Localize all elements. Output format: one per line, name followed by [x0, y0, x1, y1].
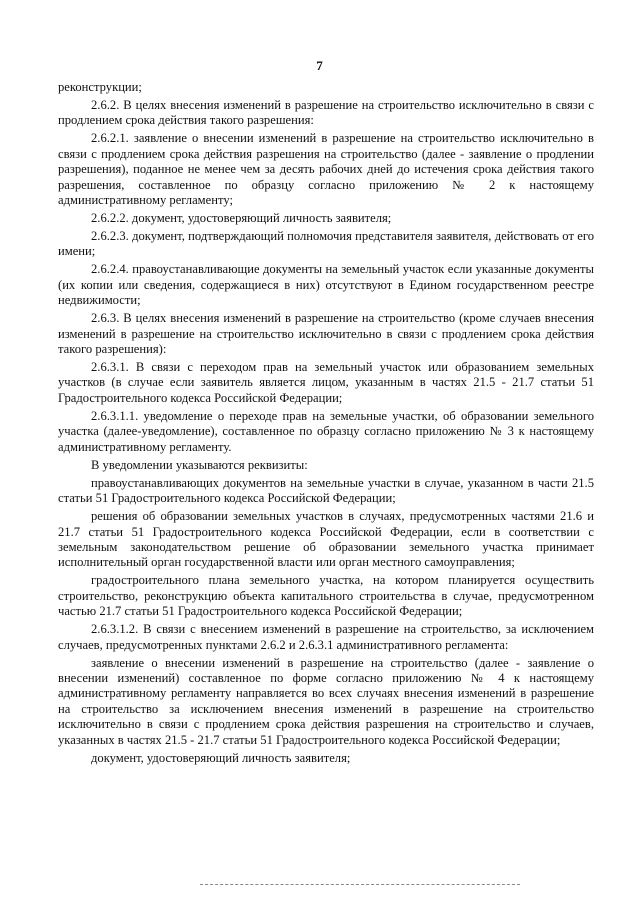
paragraph: 2.6.2.2. документ, удостоверяющий личность заявителя;: [91, 211, 392, 226]
paragraph: заявление о внесении изменений в разрешение на строительство (далее - заявление о внесении изменений) составленное по форме согласно приложению № 4 к настоящему административному регламенту направляется во всех случаях внесения изменений в разрешение на строительство за исключением внесения изменений в разрешение на строительство исключительно в связи с продлением срока действия разрешения на строительство и случаев, указанных в частях 21.5 - 21.7 статьи 51 Градостроительного кодекса Российской Федерации;: [58, 655, 594, 747]
paragraph: 2.6.2.1. заявление о внесении изменений в разрешение на строительство исключительно в связи с продлением срока действия разрешения на строительство (далее - заявление о продлении разрешения), поданное не менее чем за десять рабочих дней до истечения срока действия такого разрешения, составленное по образцу согласно приложению № 2 к настоящему административному регламенту;: [58, 131, 594, 208]
paragraph: 2.6.3. В целях внесения изменений в разрешение на строительство (кроме случаев внесения изменений в разрешение на строительство исключительно в связи с продлением срока действия такого разрешения):: [58, 311, 594, 357]
paragraph: В уведомлении указываются реквизиты:: [91, 457, 308, 472]
paragraph: 2.6.2.4. правоустанавливающие документы на земельный участок если указанные документы (их копии или сведения, содержащиеся в них) отсутствуют в Едином государственном реестре недвижимости;: [58, 262, 594, 308]
paragraph: документ, удостоверяющий личность заявителя;: [91, 750, 351, 765]
document-body: [58, 80, 594, 769]
paragraph: правоустанавливающих документов на земельные участки в случае, указанном в части 21.5 статьи 51 Градостроительного кодекса Российской Федерации;: [58, 475, 594, 506]
paragraph: 2.6.2. В целях внесения изменений в разрешение на строительство исключительно в связи с продлением срока действия такого разрешения:: [58, 98, 594, 128]
paragraph: 2.6.3.1.2. В связи с внесением изменений в разрешение на строительство, за исключением случаев, предусмотренных пунктами 2.6.2 и 2.6.3.1 административного регламента:: [58, 622, 594, 652]
paragraph: реконструкции;: [58, 80, 142, 94]
paragraph: градостроительного плана земельного участка, на котором планируется осуществить строительство, реконструкцию объекта капитального строительства в случае, предусмотренном частью 21.7 статьи 51 Градостроительного кодекса Российской Федерации;: [58, 573, 594, 619]
paragraph: 2.6.2.3. документ, подтверждающий полномочия представителя заявителя, действовать от его имени;: [58, 229, 594, 259]
paragraph: 2.6.3.1.1. уведомление о переходе прав на земельные участки, об образовании земельного участка (далее-уведомление), составленное по образцу согласно приложению № 3 к настоящему административному регламенту.: [58, 408, 594, 454]
page-number: 7: [316, 58, 323, 73]
paragraph: 2.6.3.1. В связи с переходом прав на земельный участок или образованием земельных участков (в случае если заявитель является лицом, указанным в частях 21.5 - 21.7 статьи 51 Градостроительного кодекса Российской Федерации;: [58, 360, 594, 405]
paragraph: решения об образовании земельных участков в случаях, предусмотренных частями 21.6 и 21.7 статьи 51 Градостроительного кодекса Российской Федерации, если в соответствии с земельным законодательством решение об образовании земельного участка принимает исполнительный орган государственной власти или орган местного самоуправления;: [58, 509, 594, 570]
footer-divider: [200, 884, 520, 885]
